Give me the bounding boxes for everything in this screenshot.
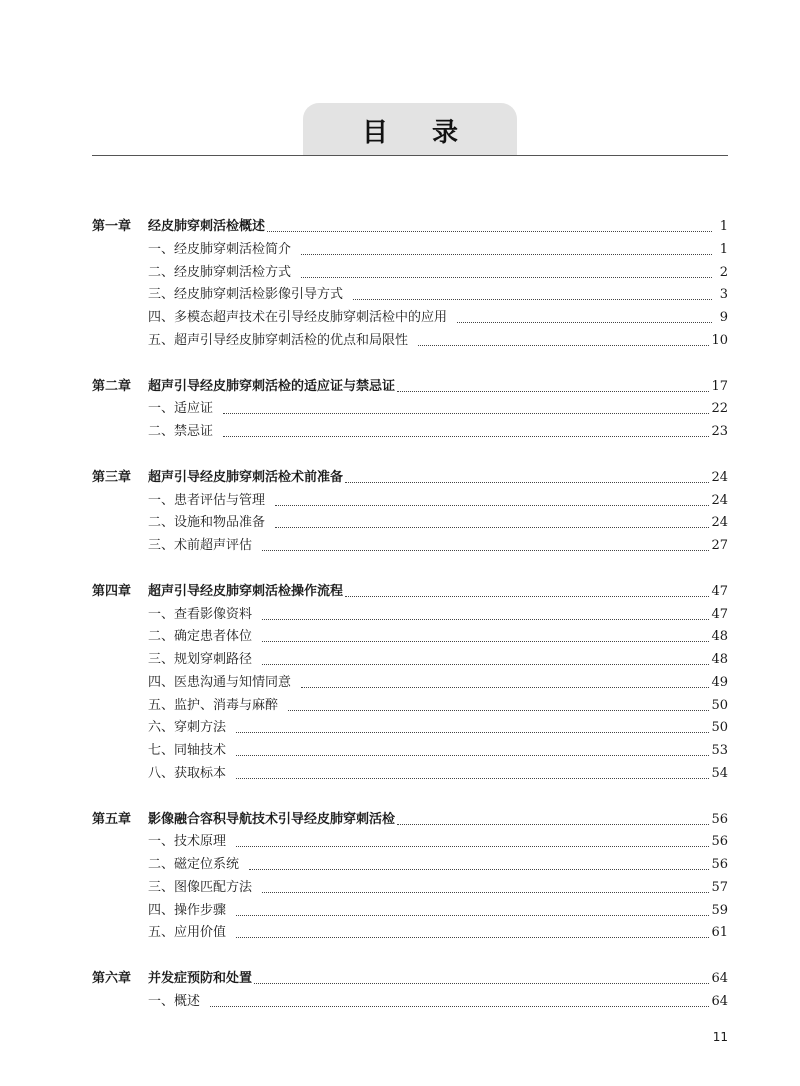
section-title: 三、图像匹配方法 [148, 879, 253, 895]
section-title: 三、规划穿刺路径 [148, 652, 253, 667]
dot-leader [353, 298, 712, 300]
section-title: 五、超声引导经皮肺穿刺活检的优点和局限性 [148, 332, 409, 348]
chapter-page: 1 [719, 219, 728, 234]
chapter-number: 第六章 [92, 971, 132, 986]
section-title: 四、多模态超声技术在引导经皮肺穿刺活检中的应用 [148, 310, 448, 325]
dot-leader [236, 754, 709, 756]
section-title: 八、获取标本 [148, 765, 227, 781]
toc-section-row[interactable] [92, 417, 728, 440]
dot-leader [275, 526, 709, 528]
chapter-number: 第三章 [92, 469, 132, 485]
dot-leader [254, 982, 709, 984]
chapter-title: 超声引导经皮肺穿刺活检术前准备 [148, 469, 344, 485]
section-page: 54 [711, 765, 728, 781]
dot-leader [236, 914, 709, 916]
section-title: 四、操作步骤 [148, 902, 227, 918]
section-title: 一、经皮肺穿刺活检简介 [148, 241, 292, 257]
chapter-title: 影像融合容积导航技术引导经皮肺穿刺活检 [148, 811, 396, 827]
toc-section-row[interactable] [92, 600, 728, 623]
title-divider [92, 155, 728, 156]
section-page: 56 [711, 857, 728, 872]
chapter-page: 47 [711, 583, 728, 599]
section-title: 六、穿刺方法 [148, 720, 227, 736]
toc-section-row[interactable] [92, 759, 728, 782]
section-page: 23 [711, 424, 728, 439]
toc-section-row[interactable] [92, 622, 728, 645]
chapter-number: 第一章 [92, 219, 132, 234]
section-title: 二、磁定位系统 [148, 857, 240, 872]
dot-leader [262, 891, 709, 893]
dot-leader [262, 549, 709, 551]
dot-leader [236, 777, 709, 779]
section-page: 47 [711, 606, 728, 622]
toc-title-tab [303, 103, 517, 155]
section-title: 四、医患沟通与知情同意 [148, 674, 292, 690]
dot-leader [301, 253, 712, 255]
dot-leader [345, 595, 709, 597]
chapter-page: 17 [711, 378, 728, 394]
toc-section-row[interactable] [92, 235, 728, 258]
section-page: 2 [719, 264, 728, 280]
section-page: 9 [719, 310, 728, 325]
dot-leader [236, 731, 709, 733]
dot-leader [301, 276, 712, 278]
section-page: 59 [711, 902, 728, 918]
section-page: 53 [711, 743, 728, 758]
toc-chapter-row[interactable] [92, 577, 728, 600]
section-page: 48 [711, 629, 728, 645]
dot-leader [418, 344, 709, 346]
toc-section-row[interactable] [92, 896, 728, 919]
dot-leader [223, 412, 709, 414]
section-title: 一、技术原理 [148, 834, 227, 850]
chapter-title: 超声引导经皮肺穿刺活检的适应证与禁忌证 [148, 378, 396, 394]
dot-leader [210, 1005, 709, 1007]
dot-leader [223, 435, 709, 437]
toc-chapter-row[interactable] [92, 463, 728, 486]
toc-chapter-row[interactable] [92, 372, 728, 395]
chapter-page: 64 [711, 971, 728, 986]
section-page: 10 [711, 332, 728, 348]
toc-section-row[interactable] [92, 827, 728, 850]
toc-section-row[interactable] [92, 258, 728, 281]
toc-chapter-row[interactable] [92, 212, 728, 235]
chapter-title: 并发症预防和处置 [148, 971, 253, 986]
toc-section-row[interactable] [92, 394, 728, 417]
dot-leader [345, 481, 709, 483]
section-title: 二、设施和物品准备 [148, 515, 266, 531]
section-title: 一、适应证 [148, 401, 214, 417]
toc-section-row[interactable] [92, 486, 728, 509]
toc-section-row[interactable] [92, 691, 728, 714]
toc-section-row[interactable] [92, 713, 728, 736]
section-page: 57 [711, 879, 728, 895]
section-page: 24 [711, 515, 728, 531]
dot-leader [301, 686, 709, 688]
dot-leader [275, 504, 709, 506]
toc-section-row[interactable] [92, 873, 728, 896]
section-title: 五、应用价值 [148, 925, 227, 941]
chapter-page: 24 [711, 469, 728, 485]
section-page: 50 [711, 697, 728, 713]
section-title: 二、经皮肺穿刺活检方式 [148, 264, 292, 280]
dot-leader [236, 845, 709, 847]
toc-section-row[interactable] [92, 303, 728, 326]
section-title: 一、患者评估与管理 [148, 492, 266, 508]
section-page: 1 [719, 241, 728, 257]
chapter-page: 56 [711, 811, 728, 827]
toc-section-row[interactable] [92, 280, 728, 303]
section-title: 七、同轴技术 [148, 743, 227, 758]
section-page: 56 [711, 834, 728, 850]
section-page: 24 [711, 492, 728, 508]
section-page: 64 [711, 993, 728, 1009]
toc-chapter-row[interactable] [92, 964, 728, 987]
chapter-title: 经皮肺穿刺活检概述 [148, 219, 266, 234]
dot-leader [236, 936, 709, 938]
toc-section-row[interactable] [92, 326, 728, 349]
section-page: 61 [711, 925, 728, 941]
toc-section-row[interactable] [92, 531, 728, 554]
dot-leader [267, 230, 712, 232]
dot-leader [397, 390, 709, 392]
chapter-title: 超声引导经皮肺穿刺活检操作流程 [148, 583, 344, 599]
section-page: 48 [711, 652, 728, 667]
toc-chapter-row[interactable] [92, 805, 728, 828]
dot-leader [397, 823, 709, 825]
dot-leader [288, 709, 709, 711]
toc-section-row[interactable] [92, 850, 728, 873]
section-title: 三、经皮肺穿刺活检影像引导方式 [148, 287, 344, 303]
dot-leader [262, 640, 709, 642]
toc-section-row[interactable] [92, 645, 728, 668]
section-page: 49 [711, 674, 728, 690]
section-title: 二、确定患者体位 [148, 629, 253, 645]
chapter-number: 第二章 [92, 378, 132, 394]
section-title: 一、概述 [148, 993, 201, 1009]
dot-leader [262, 618, 709, 620]
toc-title: 目录 [361, 118, 502, 148]
section-page: 50 [711, 720, 728, 736]
section-page: 22 [711, 401, 728, 417]
section-title: 一、查看影像资料 [148, 606, 253, 622]
toc-section-row[interactable] [92, 736, 728, 759]
chapter-number: 第四章 [92, 583, 132, 599]
toc-section-row[interactable] [92, 918, 728, 941]
toc-section-row[interactable] [92, 668, 728, 691]
dot-leader [262, 663, 709, 665]
section-page: 3 [719, 287, 728, 303]
chapter-number: 第五章 [92, 811, 132, 827]
section-title: 三、术前超声评估 [148, 538, 253, 553]
dot-leader [249, 868, 709, 870]
section-title: 二、禁忌证 [148, 424, 214, 439]
section-page: 27 [711, 538, 728, 553]
dot-leader [457, 321, 712, 323]
section-title: 五、监护、消毒与麻醉 [148, 697, 279, 713]
page-number: 11 [712, 1030, 728, 1044]
toc-section-row[interactable] [92, 987, 728, 1010]
toc-section-row[interactable] [92, 508, 728, 531]
